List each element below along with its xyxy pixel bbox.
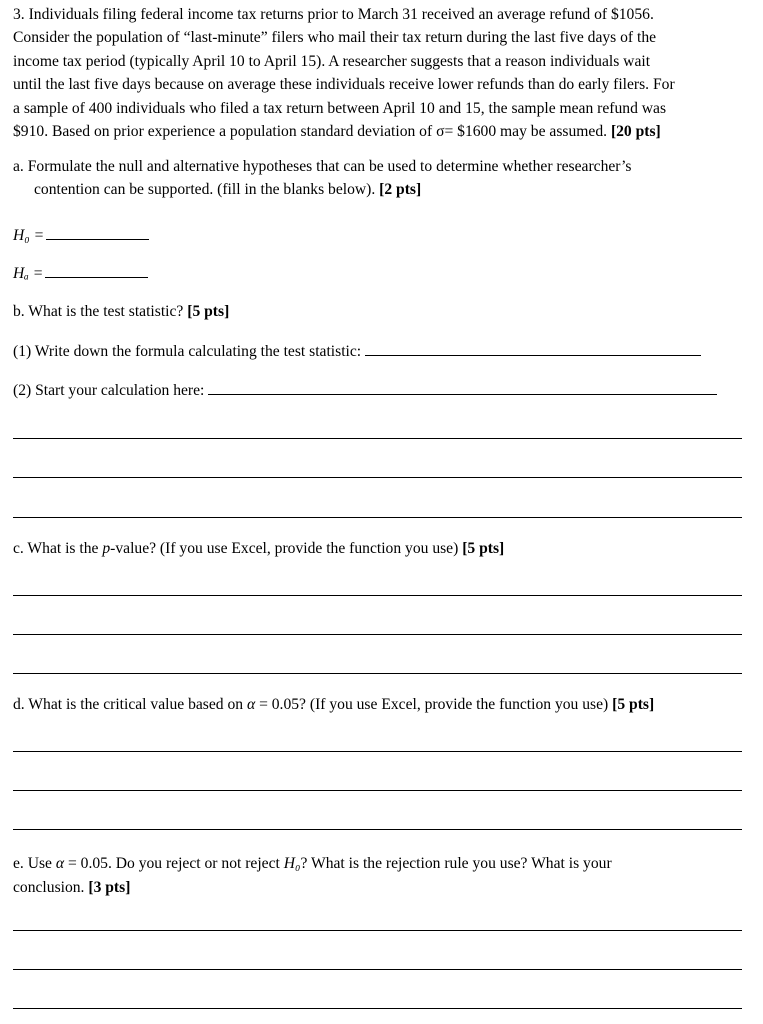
part-b-calc-row	[13, 382, 717, 400]
alternative-hypothesis-row	[13, 265, 148, 283]
alternative-hypothesis-blank[interactable]	[45, 265, 148, 278]
answer-line[interactable]	[13, 751, 742, 752]
intro-line: Consider the population of “last-minute” filers who mail their tax return during the last five days of the	[13, 29, 657, 47]
answer-line[interactable]	[13, 829, 742, 830]
part-a-line2	[13, 178, 743, 201]
null-hypothesis-label: H₀ =	[13, 227, 45, 244]
part-e-line1	[13, 852, 612, 876]
part-d-points: [5 pts]	[612, 696, 655, 713]
intro-line: income tax period (typically April 10 to April 15). A researcher suggests that a reason individuals wait	[13, 52, 651, 70]
part-b-formula-label: (1) Write down the formula calculating the test statistic:	[13, 343, 362, 360]
answer-line[interactable]	[13, 930, 742, 931]
alternative-hypothesis-label: Hₐ =	[13, 265, 44, 282]
part-b-text: b. What is the test statistic?	[13, 303, 184, 320]
part-a-question	[13, 155, 743, 201]
answer-line[interactable]	[13, 438, 742, 439]
part-e-line2	[13, 876, 612, 900]
part-b-points: [5 pts]	[187, 303, 230, 320]
answer-line[interactable]	[13, 969, 742, 970]
part-e-line2-text: conclusion.	[13, 879, 85, 896]
part-a-line1: a. Formulate the null and alternative hypotheses that can be used to determine whether researcher’s	[13, 158, 632, 175]
part-c-prefix: c. What is the	[13, 540, 103, 557]
answer-line[interactable]	[13, 1008, 742, 1009]
part-e-alpha: α	[55, 855, 65, 872]
part-c-question	[13, 540, 504, 558]
part-b-question	[13, 303, 229, 321]
part-c-suffix: -value? (If you use Excel, provide the function you use)	[110, 540, 459, 557]
null-hypothesis-blank[interactable]	[46, 227, 149, 240]
part-e-question	[13, 852, 612, 900]
part-b-formula-row	[13, 343, 701, 361]
part-d-suffix: = 0.05? (If you use Excel, provide the function you use)	[255, 696, 609, 713]
intro-line: until the last five days because on average these individuals receive lower refunds than do early filers. For	[13, 76, 675, 94]
part-d-prefix: d. What is the critical value based on	[13, 696, 247, 713]
answer-line[interactable]	[13, 790, 742, 791]
part-e-p1: e. Use	[13, 855, 56, 872]
part-e-p2: = 0.05. Do you reject or not reject	[64, 855, 284, 872]
part-c-points: [5 pts]	[462, 540, 505, 557]
total-points: [20 pts]	[610, 123, 661, 141]
part-a-line2-text: contention can be supported. (fill in the blanks below).	[34, 181, 376, 198]
intro-line: 3. Individuals filing federal income tax returns prior to March 31 received an average refund of $1056.	[13, 6, 654, 23]
intro-last-text: $910. Based on prior experience a population standard deviation of σ= $1600 may be assumed.	[13, 123, 608, 141]
part-e-h0: H₀	[283, 855, 301, 872]
null-hypothesis-row	[13, 227, 149, 245]
answer-line[interactable]	[13, 634, 742, 635]
intro-line-last	[13, 120, 748, 143]
answer-line[interactable]	[13, 673, 742, 674]
part-a-points: [2 pts]	[379, 181, 422, 198]
part-c-p: p	[102, 540, 111, 557]
answer-line[interactable]	[13, 517, 742, 518]
part-e-points: [3 pts]	[88, 879, 131, 896]
intro-line: a sample of 400 individuals who filed a tax return between April 10 and 15, the sample mean refund was	[13, 99, 667, 117]
part-b-calc-label: (2) Start your calculation here:	[13, 382, 205, 399]
part-d-alpha: α	[246, 696, 256, 713]
calc-answer-blank[interactable]	[208, 393, 717, 395]
part-d-question	[13, 696, 654, 714]
formula-answer-blank[interactable]	[365, 354, 701, 356]
answer-line[interactable]	[13, 477, 742, 478]
part-e-p3: ? What is the rejection rule you use? What is your	[300, 855, 612, 872]
problem-statement	[13, 3, 748, 143]
answer-line[interactable]	[13, 595, 742, 596]
